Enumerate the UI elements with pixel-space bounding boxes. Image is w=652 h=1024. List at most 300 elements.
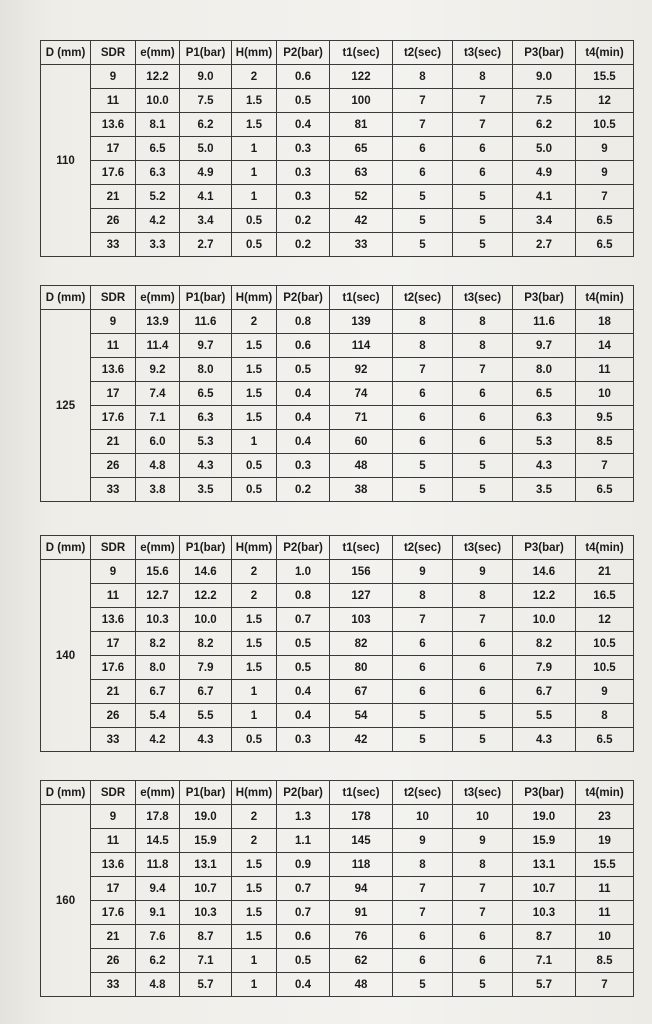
- table-cell: 5: [393, 478, 453, 502]
- table-cell: 19.0: [513, 805, 576, 829]
- table-cell: 10: [453, 805, 513, 829]
- table-cell: 6: [453, 137, 513, 161]
- table-cell: 0.9: [277, 853, 330, 877]
- table-cell: 6.7: [513, 680, 576, 704]
- header-cell: t1(sec): [330, 286, 393, 310]
- table-cell: 9: [576, 137, 634, 161]
- header-cell: t3(sec): [453, 41, 513, 65]
- table-cell: 0.5: [232, 209, 277, 233]
- table-cell: 0.4: [277, 406, 330, 430]
- header-cell: t2(sec): [393, 781, 453, 805]
- header-cell: e(mm): [136, 536, 180, 560]
- table-cell: 0.5: [277, 949, 330, 973]
- table-cell: 9: [576, 680, 634, 704]
- table-cell: 54: [330, 704, 393, 728]
- table-cell: 9.0: [513, 65, 576, 89]
- table-cell: 7: [576, 454, 634, 478]
- table-row: [41, 728, 634, 752]
- header-cell: D (mm): [41, 41, 91, 65]
- table-cell: 8: [453, 334, 513, 358]
- table-row: [41, 584, 634, 608]
- table-cell: 17.6: [91, 406, 136, 430]
- table-cell: 11.4: [136, 334, 180, 358]
- table-cell: 21: [91, 925, 136, 949]
- table-cell: 7: [393, 901, 453, 925]
- table-row: [41, 805, 634, 829]
- table-cell: 1.5: [232, 406, 277, 430]
- table-cell: 4.8: [136, 454, 180, 478]
- table-cell: 15.5: [576, 853, 634, 877]
- table-cell: 21: [91, 185, 136, 209]
- table-cell: 12: [576, 89, 634, 113]
- table-cell: 11: [576, 877, 634, 901]
- table-cell: 2.7: [513, 233, 576, 257]
- table-cell: 1: [232, 430, 277, 454]
- header-cell: P2(bar): [277, 286, 330, 310]
- table-cell: 9.7: [513, 334, 576, 358]
- table-cell: 1.5: [232, 358, 277, 382]
- table-cell: 122: [330, 65, 393, 89]
- table-cell: 4.3: [180, 728, 232, 752]
- table-cell: 10.3: [136, 608, 180, 632]
- table-row: [41, 632, 634, 656]
- table-cell: 9: [393, 560, 453, 584]
- table-cell: 0.2: [277, 478, 330, 502]
- header-cell: P1(bar): [180, 781, 232, 805]
- table-cell: 6: [453, 430, 513, 454]
- table-row: [41, 358, 634, 382]
- header-row: [41, 41, 634, 65]
- header-cell: P1(bar): [180, 286, 232, 310]
- header-cell: e(mm): [136, 286, 180, 310]
- table-cell: 60: [330, 430, 393, 454]
- table-cell: 13.6: [91, 358, 136, 382]
- table-cell: 4.2: [136, 728, 180, 752]
- table-cell: 1.5: [232, 877, 277, 901]
- table-cell: 8: [453, 65, 513, 89]
- table-cell: 8.0: [136, 656, 180, 680]
- header-cell: P2(bar): [277, 41, 330, 65]
- table-cell: 7: [576, 185, 634, 209]
- table-cell: 7.5: [180, 89, 232, 113]
- header-cell: e(mm): [136, 41, 180, 65]
- table-cell: 17.6: [91, 656, 136, 680]
- table-cell: 7: [576, 973, 634, 997]
- table-cell: 63: [330, 161, 393, 185]
- table-cell: 6.7: [136, 680, 180, 704]
- table-cell: 4.3: [180, 454, 232, 478]
- table-cell: 8: [453, 853, 513, 877]
- table-cell: 1.5: [232, 113, 277, 137]
- table-cell: 0.4: [277, 680, 330, 704]
- table-cell: 5: [393, 454, 453, 478]
- table-cell: 6: [393, 382, 453, 406]
- table-cell: 11: [91, 89, 136, 113]
- table-cell: 0.6: [277, 334, 330, 358]
- table-cell: 17: [91, 382, 136, 406]
- table-cell: 9: [393, 829, 453, 853]
- table-cell: 14.6: [513, 560, 576, 584]
- table-cell: 8: [393, 584, 453, 608]
- table-cell: 5: [393, 728, 453, 752]
- table-cell: 5: [393, 973, 453, 997]
- table-cell: 6: [453, 161, 513, 185]
- table-cell: 0.6: [277, 925, 330, 949]
- table-cell: 8.2: [513, 632, 576, 656]
- table-cell: 38: [330, 478, 393, 502]
- table-cell: 13.6: [91, 608, 136, 632]
- table-cell: 67: [330, 680, 393, 704]
- table-cell: 17.6: [91, 901, 136, 925]
- table-cell: 8.7: [513, 925, 576, 949]
- table-cell: 8.2: [136, 632, 180, 656]
- table-cell: 6: [393, 949, 453, 973]
- table-row: [41, 161, 634, 185]
- table-cell: 5: [453, 478, 513, 502]
- table-cell: 2: [232, 310, 277, 334]
- table-cell: 7: [393, 358, 453, 382]
- table-cell: 9: [453, 829, 513, 853]
- table-cell: 2.7: [180, 233, 232, 257]
- table-cell: 10.3: [180, 901, 232, 925]
- table-cell: 15.9: [513, 829, 576, 853]
- table-cell: 10.7: [513, 877, 576, 901]
- table-cell: 10.0: [513, 608, 576, 632]
- table-row: [41, 334, 634, 358]
- table-cell: 0.4: [277, 113, 330, 137]
- table-cell: 8: [576, 704, 634, 728]
- table-row: [41, 560, 634, 584]
- table-cell: 10.5: [576, 113, 634, 137]
- table-cell: 15.5: [576, 65, 634, 89]
- table-cell: 7.1: [136, 406, 180, 430]
- header-cell: D (mm): [41, 286, 91, 310]
- table-cell: 10.5: [576, 632, 634, 656]
- spec-table-110: [40, 40, 634, 257]
- table-cell: 2: [232, 65, 277, 89]
- header-cell: t1(sec): [330, 536, 393, 560]
- table-cell: 10: [393, 805, 453, 829]
- table-cell: 12.2: [180, 584, 232, 608]
- table-cell: 19: [576, 829, 634, 853]
- table-cell: 5: [453, 233, 513, 257]
- spec-table-160: [40, 780, 634, 997]
- table-row: [41, 829, 634, 853]
- table-cell: 7: [453, 901, 513, 925]
- table-cell: 15.6: [136, 560, 180, 584]
- table-cell: 13.6: [91, 113, 136, 137]
- table-cell: 5: [393, 209, 453, 233]
- header-cell: P3(bar): [513, 781, 576, 805]
- table-cell: 11.6: [513, 310, 576, 334]
- table-cell: 0.5: [232, 454, 277, 478]
- table-cell: 7: [393, 608, 453, 632]
- table-cell: 0.5: [232, 728, 277, 752]
- table-cell: 0.5: [277, 632, 330, 656]
- table-cell: 0.3: [277, 161, 330, 185]
- table-cell: 6.3: [513, 406, 576, 430]
- table-cell: 18: [576, 310, 634, 334]
- table-cell: 7: [453, 877, 513, 901]
- table-cell: 14.5: [136, 829, 180, 853]
- table-cell: 9: [91, 560, 136, 584]
- spec-table-125: [40, 285, 634, 502]
- diameter-cell: 125: [41, 310, 91, 502]
- table-cell: 1.5: [232, 608, 277, 632]
- table-cell: 17.8: [136, 805, 180, 829]
- table-cell: 6.5: [576, 233, 634, 257]
- table-cell: 6.2: [513, 113, 576, 137]
- table-cell: 4.1: [180, 185, 232, 209]
- table-cell: 8: [393, 65, 453, 89]
- table-cell: 6.5: [513, 382, 576, 406]
- table-cell: 19.0: [180, 805, 232, 829]
- table-cell: 8: [393, 334, 453, 358]
- table-cell: 7.4: [136, 382, 180, 406]
- table-cell: 8.0: [513, 358, 576, 382]
- table-row: [41, 430, 634, 454]
- table-row: [41, 406, 634, 430]
- header-cell: SDR: [91, 41, 136, 65]
- table-cell: 7: [393, 877, 453, 901]
- table-cell: 3.4: [513, 209, 576, 233]
- table-cell: 4.9: [513, 161, 576, 185]
- table-cell: 4.3: [513, 728, 576, 752]
- header-cell: t3(sec): [453, 536, 513, 560]
- table-cell: 0.3: [277, 137, 330, 161]
- table-cell: 8.5: [576, 949, 634, 973]
- table-cell: 13.9: [136, 310, 180, 334]
- table-cell: 6.5: [136, 137, 180, 161]
- table-cell: 7.6: [136, 925, 180, 949]
- table-row: [41, 478, 634, 502]
- table-cell: 10.0: [180, 608, 232, 632]
- header-cell: t4(min): [576, 286, 634, 310]
- table-cell: 33: [91, 728, 136, 752]
- table-cell: 6: [393, 161, 453, 185]
- table-cell: 21: [91, 430, 136, 454]
- table-cell: 6: [393, 632, 453, 656]
- table-cell: 1.5: [232, 853, 277, 877]
- diameter-cell: 110: [41, 65, 91, 257]
- table-cell: 6.5: [576, 728, 634, 752]
- table-cell: 1.5: [232, 382, 277, 406]
- table-cell: 5.5: [180, 704, 232, 728]
- table-cell: 7.5: [513, 89, 576, 113]
- table-cell: 65: [330, 137, 393, 161]
- header-cell: SDR: [91, 286, 136, 310]
- table-cell: 0.6: [277, 65, 330, 89]
- table-cell: 91: [330, 901, 393, 925]
- table-cell: 11.6: [180, 310, 232, 334]
- table-row: [41, 608, 634, 632]
- table-cell: 1.5: [232, 89, 277, 113]
- table-cell: 1: [232, 973, 277, 997]
- table-cell: 10: [576, 925, 634, 949]
- table-cell: 6: [393, 406, 453, 430]
- header-cell: t4(min): [576, 781, 634, 805]
- table-cell: 103: [330, 608, 393, 632]
- table-cell: 8: [453, 584, 513, 608]
- table-cell: 26: [91, 454, 136, 478]
- table-cell: 7: [453, 358, 513, 382]
- table-cell: 5: [453, 209, 513, 233]
- table-cell: 8.7: [180, 925, 232, 949]
- table-cell: 7: [453, 89, 513, 113]
- header-cell: SDR: [91, 781, 136, 805]
- table-cell: 13.6: [91, 853, 136, 877]
- spec-table-140: [40, 535, 634, 752]
- table-cell: 33: [91, 973, 136, 997]
- table-cell: 12: [576, 608, 634, 632]
- table-cell: 0.5: [277, 656, 330, 680]
- table-cell: 9: [91, 310, 136, 334]
- table-cell: 1.5: [232, 656, 277, 680]
- table-cell: 1.5: [232, 901, 277, 925]
- table-cell: 1: [232, 680, 277, 704]
- table-cell: 52: [330, 185, 393, 209]
- table-cell: 6: [453, 632, 513, 656]
- table-cell: 0.5: [277, 89, 330, 113]
- table-cell: 6: [453, 680, 513, 704]
- table-cell: 1: [232, 161, 277, 185]
- header-cell: P2(bar): [277, 781, 330, 805]
- table-cell: 3.5: [513, 478, 576, 502]
- table-row: [41, 113, 634, 137]
- table-cell: 42: [330, 209, 393, 233]
- table-cell: 48: [330, 454, 393, 478]
- table-cell: 12.2: [513, 584, 576, 608]
- table-cell: 5.3: [513, 430, 576, 454]
- table-cell: 0.5: [232, 233, 277, 257]
- table-row: [41, 680, 634, 704]
- header-cell: H(mm): [232, 41, 277, 65]
- table-cell: 2: [232, 560, 277, 584]
- table-cell: 33: [91, 478, 136, 502]
- table-cell: 1.0: [277, 560, 330, 584]
- table-cell: 0.3: [277, 185, 330, 209]
- table-cell: 11.8: [136, 853, 180, 877]
- header-cell: P1(bar): [180, 41, 232, 65]
- table-cell: 9.2: [136, 358, 180, 382]
- table-cell: 7: [453, 608, 513, 632]
- table-cell: 10.5: [576, 656, 634, 680]
- table-cell: 8: [393, 853, 453, 877]
- table-cell: 1: [232, 185, 277, 209]
- table-cell: 9: [576, 161, 634, 185]
- table-cell: 6.3: [180, 406, 232, 430]
- table-cell: 156: [330, 560, 393, 584]
- table-cell: 33: [91, 233, 136, 257]
- header-cell: e(mm): [136, 781, 180, 805]
- table-cell: 92: [330, 358, 393, 382]
- header-cell: D (mm): [41, 781, 91, 805]
- table-row: [41, 901, 634, 925]
- table-cell: 17.6: [91, 161, 136, 185]
- table-row: [41, 89, 634, 113]
- table-cell: 0.2: [277, 233, 330, 257]
- table-cell: 139: [330, 310, 393, 334]
- table-cell: 11: [91, 584, 136, 608]
- table-cell: 0.5: [232, 478, 277, 502]
- table-row: [41, 949, 634, 973]
- table-cell: 8.2: [180, 632, 232, 656]
- table-cell: 10.7: [180, 877, 232, 901]
- header-cell: t2(sec): [393, 41, 453, 65]
- table-cell: 6: [453, 406, 513, 430]
- table-cell: 9: [91, 805, 136, 829]
- table-cell: 5.5: [513, 704, 576, 728]
- header-cell: t1(sec): [330, 41, 393, 65]
- header-cell: t4(min): [576, 536, 634, 560]
- table-cell: 1.3: [277, 805, 330, 829]
- table-cell: 0.5: [277, 358, 330, 382]
- table-cell: 8.5: [576, 430, 634, 454]
- table-row: [41, 454, 634, 478]
- table-cell: 7: [453, 113, 513, 137]
- header-cell: P3(bar): [513, 536, 576, 560]
- table-cell: 6.5: [576, 209, 634, 233]
- table-cell: 8.1: [136, 113, 180, 137]
- table-cell: 0.4: [277, 382, 330, 406]
- table-cell: 5.3: [180, 430, 232, 454]
- header-cell: H(mm): [232, 286, 277, 310]
- table-cell: 14: [576, 334, 634, 358]
- table-cell: 81: [330, 113, 393, 137]
- table-cell: 11: [576, 901, 634, 925]
- table-cell: 9.5: [576, 406, 634, 430]
- table-row: [41, 209, 634, 233]
- table-cell: 6.5: [576, 478, 634, 502]
- table-row: [41, 137, 634, 161]
- table-cell: 5.2: [136, 185, 180, 209]
- table-cell: 5: [453, 185, 513, 209]
- table-cell: 6.7: [180, 680, 232, 704]
- header-row: [41, 781, 634, 805]
- header-cell: H(mm): [232, 536, 277, 560]
- table-cell: 14.6: [180, 560, 232, 584]
- table-row: [41, 382, 634, 406]
- table-row: [41, 704, 634, 728]
- table-cell: 26: [91, 209, 136, 233]
- diameter-cell: 140: [41, 560, 91, 752]
- header-cell: t4(min): [576, 41, 634, 65]
- table-cell: 15.9: [180, 829, 232, 853]
- table-cell: 3.5: [180, 478, 232, 502]
- header-cell: t2(sec): [393, 286, 453, 310]
- table-cell: 0.7: [277, 877, 330, 901]
- table-row: [41, 853, 634, 877]
- table-cell: 7.1: [513, 949, 576, 973]
- table-cell: 94: [330, 877, 393, 901]
- table-cell: 74: [330, 382, 393, 406]
- table-cell: 17: [91, 632, 136, 656]
- table-cell: 5.0: [513, 137, 576, 161]
- table-cell: 6: [393, 680, 453, 704]
- table-cell: 1.5: [232, 334, 277, 358]
- table-cell: 0.3: [277, 728, 330, 752]
- header-cell: P1(bar): [180, 536, 232, 560]
- table-cell: 5: [453, 973, 513, 997]
- table-cell: 6.2: [180, 113, 232, 137]
- table-cell: 21: [91, 680, 136, 704]
- table-cell: 13.1: [180, 853, 232, 877]
- table-cell: 6: [393, 925, 453, 949]
- table-cell: 5.7: [513, 973, 576, 997]
- table-cell: 3.3: [136, 233, 180, 257]
- header-cell: P2(bar): [277, 536, 330, 560]
- header-cell: t1(sec): [330, 781, 393, 805]
